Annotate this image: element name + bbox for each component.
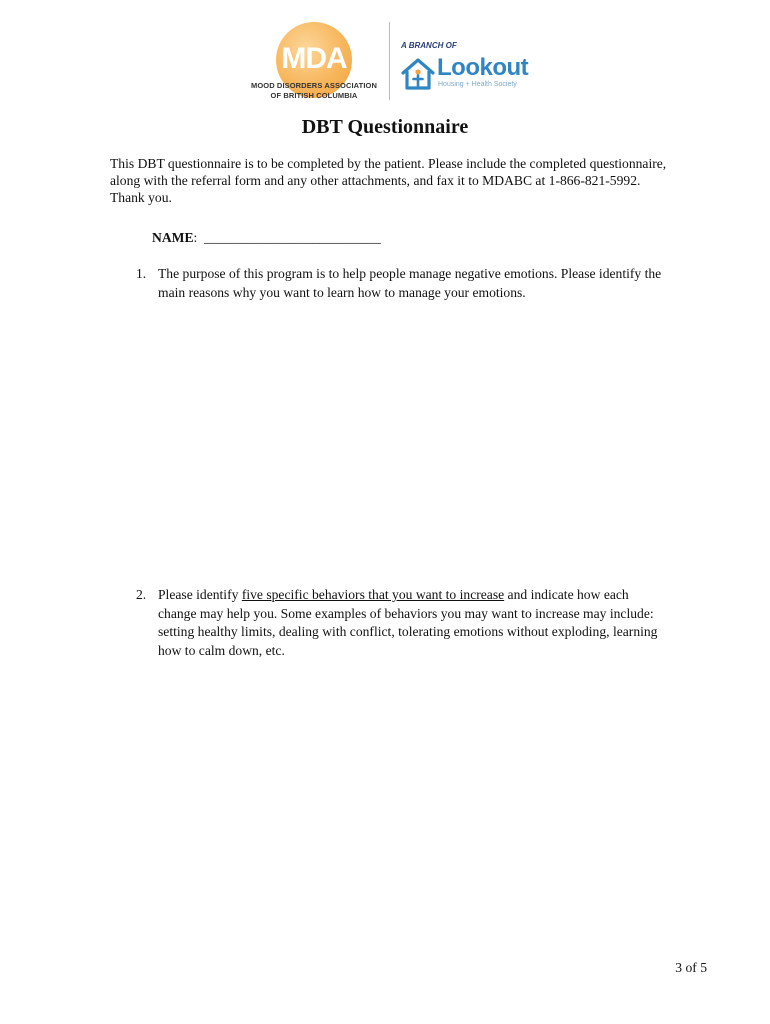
- question-text-underlined: five specific behaviors that you want to increase: [241, 587, 505, 602]
- page-title: DBT Questionnaire: [301, 116, 469, 138]
- lookout-logo: [400, 54, 540, 94]
- letterhead: [0, 0, 770, 110]
- name-label: NAME: [152, 230, 194, 245]
- question-number: 2.: [136, 587, 147, 602]
- name-separator: :: [193, 230, 198, 245]
- question-text-start: Please identify: [158, 587, 242, 602]
- house-icon: [400, 56, 436, 90]
- lookout-name: Lookout: [437, 54, 529, 81]
- mda-org-name-line1: MOOD DISORDERS ASSOCIATION: [251, 81, 377, 90]
- question-number: 1.: [136, 266, 147, 281]
- question-text: [158, 586, 668, 660]
- mda-org-name-line2: OF BRITISH COLUMBIA: [270, 91, 358, 100]
- name-field-row: [152, 230, 381, 246]
- name-blank-line[interactable]: __________________________: [204, 230, 381, 245]
- mda-logo: [248, 20, 380, 110]
- mda-logo-text: MDA: [281, 42, 347, 75]
- question-text: The purpose of this program is to help people manage negative emotions. Please identify the main reasons why you want to learn how to manage your emotions.: [158, 266, 662, 300]
- branch-of-label: A BRANCH OF: [401, 41, 457, 50]
- lookout-tagline: Housing + Health Society: [438, 81, 517, 88]
- logo-divider: [389, 22, 390, 100]
- page-number: 3 of 5: [675, 960, 707, 975]
- intro-paragraph: This DBT questionnaire is to be completed by the patient. Please include the completed questionnaire, along with the referral form and any other attachments, and fax it to MDABC at 1-866-821-5992. Thank you.: [110, 156, 667, 205]
- question-text-end: and indicate how each change may help you. Some examples of behaviors you may want to increase may include: setting healthy limits, dealing with conflict, tolerating emotions without exploding, learning how to calm down, etc.: [158, 587, 658, 658]
